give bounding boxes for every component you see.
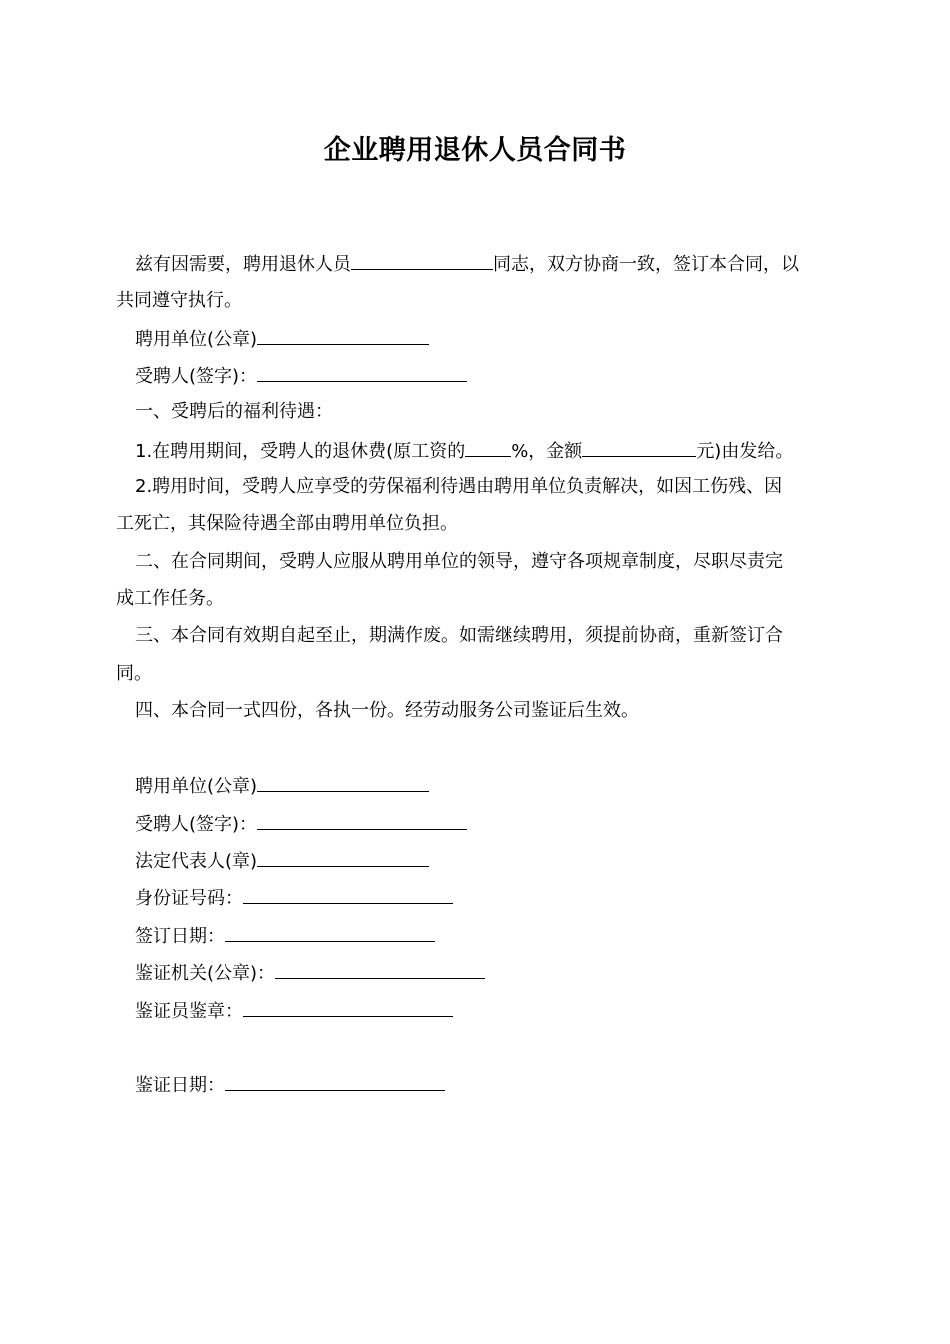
retiree-name-blank	[351, 250, 493, 270]
document-title: 企业聘用退休人员合同书	[323, 135, 627, 166]
sig-legal-rep-label: 法定代表人(章)	[135, 851, 258, 872]
section-1-item-1-text-c: 元)由发给。	[696, 441, 794, 462]
section-1-item-2-line-1	[135, 474, 782, 500]
sig-employer-seal-label: 聘用单位(公章)	[135, 776, 258, 797]
section-2-line-1	[135, 549, 783, 575]
intro-text-2: 同志，双方协商一致，签订本合同，以	[493, 254, 799, 275]
sig-employee-sign-label: 受聘人(签字)：	[135, 814, 258, 835]
sig-legal-rep-blank	[257, 847, 429, 867]
section-2-text-a: 二、在合同期间，受聘人应服从聘用单位的领导，遵守各项规章制度，尽职尽责完	[135, 551, 783, 572]
sig-employer-seal-blank	[257, 772, 429, 792]
sig-sign-date-label: 签订日期：	[135, 926, 225, 947]
section-3-text-b: 同。	[116, 663, 152, 684]
section-3-text-a: 三、本合同有效期自起至止，期满作废。如需继续聘用，须提前协商，重新签订合	[135, 625, 783, 646]
header-employer-seal-blank	[257, 325, 429, 345]
sig-certifier-seal-field	[135, 997, 453, 1025]
sig-cert-authority-blank	[275, 959, 485, 979]
section-4-text: 四、本合同一式四份，各执一份。经劳动服务公司鉴证后生效。	[135, 700, 639, 721]
section-1-heading-text: 一、受聘后的福利待遇：	[135, 401, 333, 422]
intro-text-1: 兹有因需要，聘用退休人员	[135, 254, 351, 275]
sig-cert-authority-field	[135, 959, 485, 987]
intro-line-2	[116, 288, 242, 314]
sig-cert-date-label: 鉴证日期：	[135, 1075, 225, 1096]
section-2-line-2	[116, 586, 224, 612]
section-2-text-b: 成工作任务。	[116, 588, 224, 609]
intro-line-1	[135, 250, 799, 278]
salary-percent-blank	[465, 437, 511, 457]
sig-sign-date-field	[135, 922, 435, 950]
section-1-item-1-text-b: %，金额	[511, 441, 583, 462]
sig-id-number-field	[135, 884, 453, 912]
section-3-line-1	[135, 623, 783, 649]
header-employee-sign-blank	[257, 362, 467, 382]
sig-id-number-label: 身份证号码：	[135, 888, 243, 909]
section-1-item-1-text-a: 1.在聘用期间，受聘人的退休费(原工资的	[135, 441, 466, 462]
header-employer-seal-label: 聘用单位(公章)	[135, 329, 258, 350]
sig-certifier-seal-label: 鉴证员鉴章：	[135, 1001, 243, 1022]
section-1-item-2-text-b: 工死亡，其保险待遇全部由聘用单位负担。	[116, 513, 458, 534]
section-4-line	[135, 698, 639, 724]
sig-employee-sign-field	[135, 810, 467, 838]
header-employee-sign-field	[135, 362, 467, 390]
sig-cert-date-blank	[225, 1071, 445, 1091]
header-employer-seal-field	[135, 325, 429, 353]
sig-sign-date-blank	[225, 922, 435, 942]
section-1-heading	[135, 399, 333, 425]
section-1-item-1	[135, 437, 793, 465]
sig-legal-rep-field	[135, 847, 429, 875]
sig-employee-sign-blank	[257, 810, 467, 830]
sig-id-number-blank	[243, 884, 453, 904]
sig-cert-date-field	[135, 1071, 445, 1099]
section-1-item-2-line-2	[116, 511, 458, 537]
sig-employer-seal-field	[135, 772, 429, 800]
intro-text-3: 共同遵守执行。	[116, 290, 242, 311]
section-3-line-2	[116, 661, 152, 687]
sig-cert-authority-label: 鉴证机关(公章)：	[135, 963, 276, 984]
sig-certifier-seal-blank	[243, 997, 453, 1017]
amount-blank	[582, 437, 696, 457]
section-1-item-2-text-a: 2.聘用时间，受聘人应享受的劳保福利待遇由聘用单位负责解决，如因工伤残、因	[135, 476, 783, 497]
header-employee-sign-label: 受聘人(签字)：	[135, 366, 258, 387]
